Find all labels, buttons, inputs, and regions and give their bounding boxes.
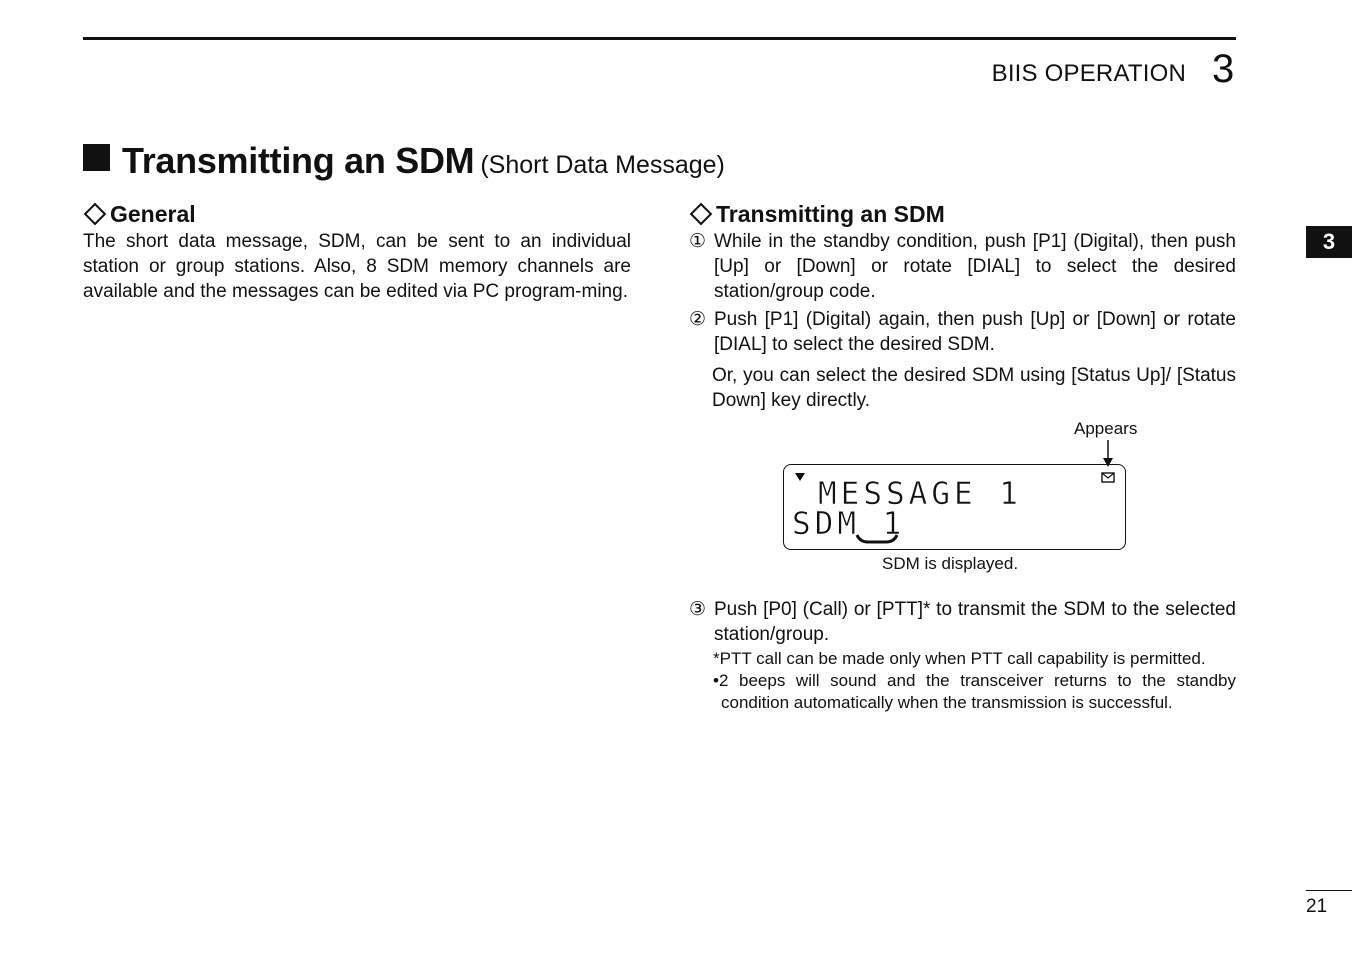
lcd-line-1: MESSAGE 1 [818, 476, 1022, 512]
lcd-line-2: SDM 1 [792, 506, 906, 542]
chapter-tab: 3 [1306, 226, 1352, 258]
note-beeps [713, 670, 1236, 714]
general-heading [83, 201, 196, 228]
heading-title: Transmitting an SDM [122, 140, 475, 181]
appears-label: Appears [1074, 419, 1138, 438]
page-number: 21 [1306, 896, 1328, 917]
diamond-icon [84, 203, 107, 226]
step-2 [689, 307, 1236, 357]
general-body: The short data message, SDM, can be sent to an individual station or group stations. Also, 8 SDM memory channels are available and the messages can be edited via PC program-ming. [83, 231, 631, 302]
alternative-text: Or, you can select the desired SDM using [Status Up]/ [Status Down] key directly. [712, 365, 1236, 411]
step-text: Push [P1] (Digital) again, then push [Up] or [Down] or rotate [DIAL] to select the desired SDM. [714, 309, 1236, 355]
step-3 [689, 597, 1236, 647]
black-square-icon [83, 144, 110, 171]
underline-brace-icon [854, 533, 900, 547]
transmitting-heading [689, 201, 945, 228]
step-text: While in the standby condition, push [P1] (Digital), then push [Up] or [Down] or rotate [DIAL] to select the desired station/group code. [714, 231, 1236, 302]
lcd-display [783, 464, 1126, 550]
transmitting-heading-label: Transmitting an SDM [716, 201, 945, 227]
lcd-caption: SDM is displayed. [882, 554, 1019, 573]
step-number: ③ [689, 599, 707, 620]
note-ptt: *PTT call can be made only when PTT call capability is permitted. [713, 649, 1206, 668]
top-rule [83, 37, 1236, 40]
page-heading [83, 140, 725, 182]
chapter-number: 3 [1212, 47, 1235, 91]
diamond-icon [690, 203, 713, 226]
page-number-rule [1306, 890, 1352, 891]
step-number: ② [689, 309, 707, 330]
down-triangle-icon [794, 472, 806, 482]
step-1 [689, 229, 1236, 304]
heading-subtitle: (Short Data Message) [480, 151, 725, 179]
general-heading-label: General [110, 201, 196, 227]
note-beeps-text: •2 beeps will sound and the transceiver returns to the standby condition automatically when the transmission is successful. [713, 671, 1236, 712]
step-text: Push [P0] (Call) or [PTT]* to transmit the SDM to the selected station/group. [714, 599, 1236, 645]
envelope-icon [1101, 472, 1115, 483]
section-title: BIIS OPERATION [991, 60, 1186, 87]
step-number: ① [689, 231, 707, 252]
